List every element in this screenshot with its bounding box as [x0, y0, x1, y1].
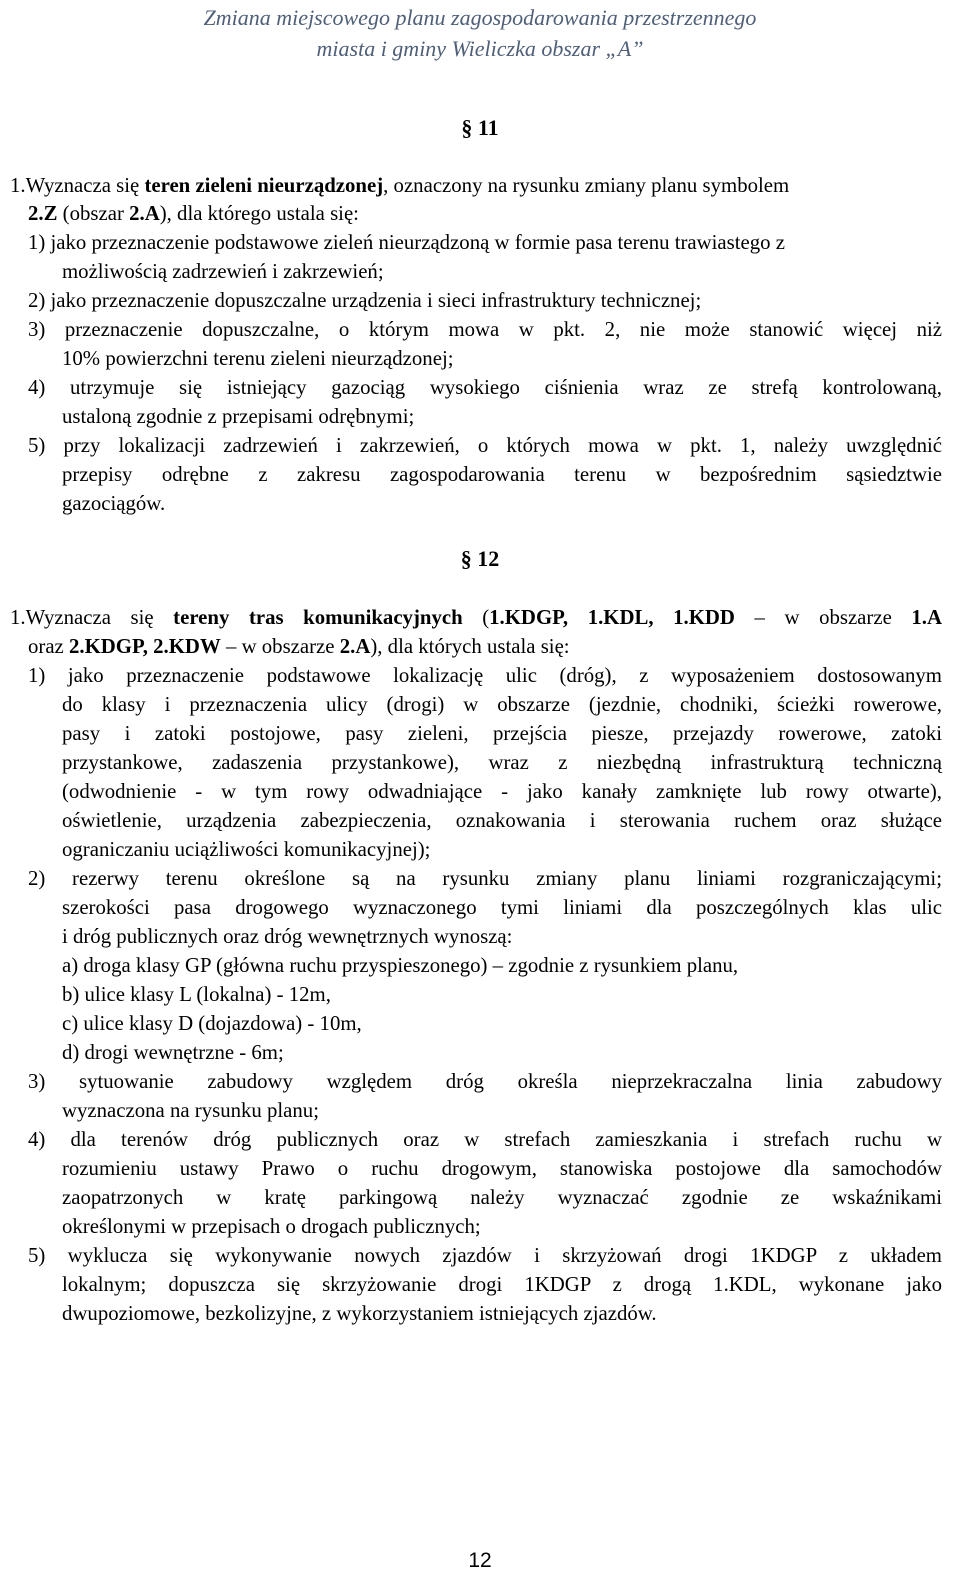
section-12-line: do klasy i przeznaczenia ulicy (drogi) w obszarze (jezdnie, chodniki, ścieżki rowerowe, [62, 693, 942, 716]
section-11-item-line: ustaloną zgodnie z przepisami odrębnymi; [62, 405, 415, 428]
section-12-line: dwupoziomowe, bezkolizyjne, z wykorzystaniem istniejących zjazdów. [62, 1302, 657, 1325]
section-12-line: rozumieniu ustawy Prawo o ruchu drogowym, stanowiska postojowe dla samochodów [62, 1157, 942, 1180]
section-12-line: a) droga klasy GP (główna ruchu przyspieszonego) – zgodnie z rysunkiem planu, [62, 954, 739, 977]
section-11-item-line: 10% powierzchni terenu zieleni nieurządzonej; [62, 347, 454, 370]
section-11-para-line-1: 1.Wyznacza się teren zieleni nieurządzonej, oznaczony na rysunku zmiany planu symbolem [10, 174, 790, 197]
section-11-item-line: 5) przy lokalizacji zadrzewień i zakrzewień, o których mowa w pkt. 1, należy uwzględnić [28, 434, 942, 457]
section-12-line: 1) jako przeznaczenie podstawowe lokalizację ulic (dróg), z wyposażeniem dostosowanym [28, 664, 942, 687]
section-12-line: 5) wyklucza się wykonywanie nowych zjazdów i skrzyżowań drogi 1KDGP z układem [28, 1244, 942, 1267]
section-11-item-line: 2) jako przeznaczenie dopuszczalne urządzenia i sieci infrastruktury technicznej; [28, 289, 702, 312]
header-line-2: miasta i gminy Wieliczka obszar „A” [316, 36, 644, 61]
page-number: 12 [468, 1549, 492, 1572]
section-12-line: zaopatrzonych w kratę parkingową należy wyznaczać zgodnie ze wskaźnikami [62, 1186, 942, 1209]
header-line-1: Zmiana miejscowego planu zagospodarowania przestrzennego [203, 5, 757, 30]
section-11-item-line: możliwością zadrzewień i zakrzewień; [62, 260, 384, 283]
section-12-line: ograniczaniu uciążliwości komunikacyjnej); [62, 838, 431, 861]
section-11-item-line: przepisy odrębne z zakresu zagospodarowania terenu w bezpośrednim sąsiedztwie [62, 463, 942, 486]
section-12-line: szerokości pasa drogowego wyznaczonego tymi liniami dla poszczególnych klas ulic [62, 896, 942, 919]
section-12-line: b) ulice klasy L (lokalna) - 12m, [62, 983, 331, 1006]
section-12-heading: § 12 [460, 546, 500, 571]
section-12-line: d) drogi wewnętrzne - 6m; [62, 1041, 284, 1064]
section-12-para-line-1: 1.Wyznacza się tereny tras komunikacyjnych (1.KDGP, 1.KDL, 1.KDD – w obszarze 1.A [10, 606, 942, 629]
section-12-line: określonymi w przepisach o drogach publicznych; [62, 1215, 481, 1238]
section-12-line: 2) rezerwy terenu określone są na rysunku zmiany planu liniami rozgraniczającymi; [28, 867, 942, 890]
section-11-item-line: 4) utrzymuje się istniejący gazociąg wysokiego ciśnienia wraz ze strefą kontrolowaną, [28, 376, 942, 399]
section-12-line: i dróg publicznych oraz dróg wewnętrznych wynoszą: [62, 925, 513, 948]
section-12-line: przystankowe, zadaszenia przystankowe), wraz z niezbędną infrastrukturą techniczną [62, 751, 942, 774]
section-11-item-line: 1) jako przeznaczenie podstawowe zieleń nieurządzoną w formie pasa terenu trawiastego z [28, 231, 785, 254]
section-12-line: oświetlenie, urządzenia zabezpieczenia, oznakowania i sterowania ruchem oraz służące [62, 809, 942, 832]
section-12-line: (odwodnienie - w tym rowy odwadniające - jako kanały zamknięte lub rowy otwarte), [62, 780, 942, 803]
document-header [0, 2, 960, 64]
section-12-line: wyznaczona na rysunku planu; [62, 1099, 319, 1122]
section-12-line: 4) dla terenów dróg publicznych oraz w strefach zamieszkania i strefach ruchu w [28, 1128, 942, 1151]
section-11-para-line-2: 2.Z (obszar 2.A), dla którego ustala się: [28, 202, 359, 225]
section-12-line: c) ulice klasy D (dojazdowa) - 10m, [62, 1012, 362, 1035]
section-11-item-line: 3) przeznaczenie dopuszczalne, o którym mowa w pkt. 2, nie może stanowić więcej niż [28, 318, 942, 341]
section-12-line: pasy i zatoki postojowe, pasy zieleni, przejścia piesze, przejazdy rowerowe, zatoki [62, 722, 942, 745]
section-12-line: lokalnym; dopuszcza się skrzyżowanie drogi 1KDGP z drogą 1.KDL, wykonane jako [62, 1273, 942, 1296]
section-12-line: 3) sytuowanie zabudowy względem dróg określa nieprzekraczalna linia zabudowy [28, 1070, 942, 1093]
section-12-para-line-2: oraz 2.KDGP, 2.KDW – w obszarze 2.A), dla których ustala się: [28, 635, 570, 658]
section-11-item-line: gazociągów. [62, 492, 166, 515]
section-11-heading: § 11 [461, 115, 499, 140]
